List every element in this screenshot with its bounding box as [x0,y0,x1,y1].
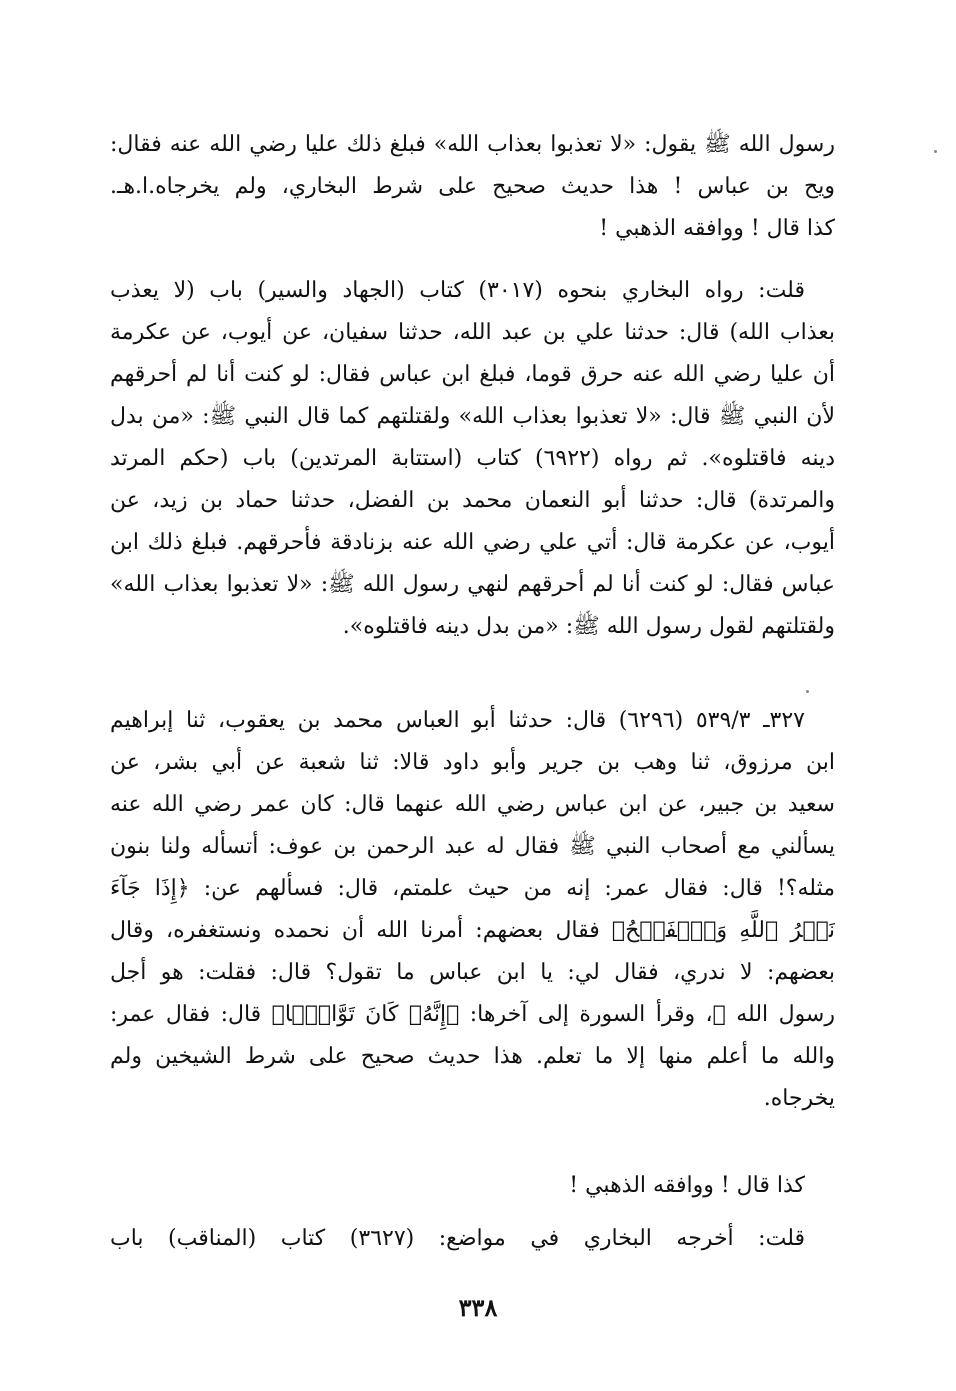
text-line: ٣٢٧ـ ٥٣٩/٣ (٦٢٩٦) قال: حدثنا أبو العباس محمد بن يعقوب، ثنا إبراهيم [110,708,805,733]
text-line: مثله؟! قال: فقال عمر: إنه من حيث علمتم، قال: فسألهم عن: ﴿إِذَا جَآءَ [110,876,835,901]
paragraph-5 [110,1218,835,1260]
text-line: عباس فقال: لو كنت أنا لم أحرقهم لنهي رسول الله ﷺ: «لا تعذبوا بعذاب الله» [110,572,835,597]
text-line: يخرجاه. [763,1086,835,1111]
paragraph-3 [110,700,835,1120]
text-line: والله ما أعلم منها إلا ما تعلم. هذا حديث صحيح على شرط الشيخين ولم [110,1044,835,1069]
text-line: دينه فاقتلوه». ثم رواه (٦٩٢٢) كتاب (استتابة المرتدين) باب (حكم المرتد [110,446,835,471]
paragraph-4 [110,1165,835,1207]
page-number: ٣٣٨ [458,1293,498,1322]
text-line: أن عليا رضي الله عنه حرق قوما، فبلغ ابن عباس فقال: لو كنت أنا لم أحرقهم [110,362,835,387]
text-line: ابن مرزوق، ثنا وهب بن جرير وأبو داود قالا: ثنا شعبة عن أبي بشر، عن [110,750,835,775]
text-line: يسألني مع أصحاب النبي ﷺ فقال له عبد الرحمن بن عوف: أتسأله ولنا بنون [110,834,835,859]
text-line: قلت: رواه البخاري بنحوه (٣٠١٧) كتاب (الجهاد والسير) باب (لا يعذب [110,278,805,303]
scan-speck [806,690,809,693]
text-line: رسول الله ﷺ، وقرأ السورة إلى آخرها: ﴿إِنَّهُۥ كَانَ تَوَّابَۢا﴾ قال: فقال عمر: [110,1002,835,1027]
text-line: رسول الله ﷺ يقول: «لا تعذبوا بعذاب الله» فبلغ ذلك عليا رضي الله عنه فقال: [110,132,835,157]
text-line: أيوب، عن عكرمة قال: أتي علي رضي الله عنه بزنادقة فأحرقهم. فبلغ ذلك ابن [110,530,835,555]
text-line: والمرتدة) قال: حدثنا أبو النعمان محمد بن الفضل، حدثنا حماد بن زيد، عن [110,488,835,513]
text-line: ويح بن عباس ! هذا حديث صحيح على شرط البخاري، ولم يخرجاه.ا.هـ. [110,174,835,199]
text-line: لأن النبي ﷺ قال: «لا تعذبوا بعذاب الله» ولقتلتهم كما قال النبي ﷺ: «من بدل [110,404,835,429]
text-line: بعضهم: لا ندري، فقال لي: يا ابن عباس ما تقول؟ قال: فقلت: هو أجل [110,960,835,985]
scan-speck [934,150,937,153]
text-line: كذا قال ! ووافقه الذهبي ! [599,216,835,241]
paragraph-2 [110,270,835,648]
text-line: بعذاب الله) قال: حدثنا علي بن عبد الله، حدثنا سفيان، عن أيوب، عن عكرمة [110,320,835,345]
text-line: كذا قال ! ووافقه الذهبي ! [569,1173,805,1198]
text-line: سعيد بن جبير، عن ابن عباس رضي الله عنهما قال: كان عمر رضي الله عنه [110,792,835,817]
text-line: ولقتلتهم لقول رسول الله ﷺ: «من بدل دينه فاقتلوه». [342,614,835,639]
text-line: قلت: أخرجه البخاري في مواضع: (٣٦٢٧) كتاب (المناقب) باب [110,1226,805,1251]
paragraph-1 [110,124,835,250]
text-line: نَصۡرُ ٱللَّهِ وَٱلۡفَتۡحُ﴾ فقال بعضهم: أمرنا الله أن نحمده ونستغفره، وقال [110,918,835,943]
